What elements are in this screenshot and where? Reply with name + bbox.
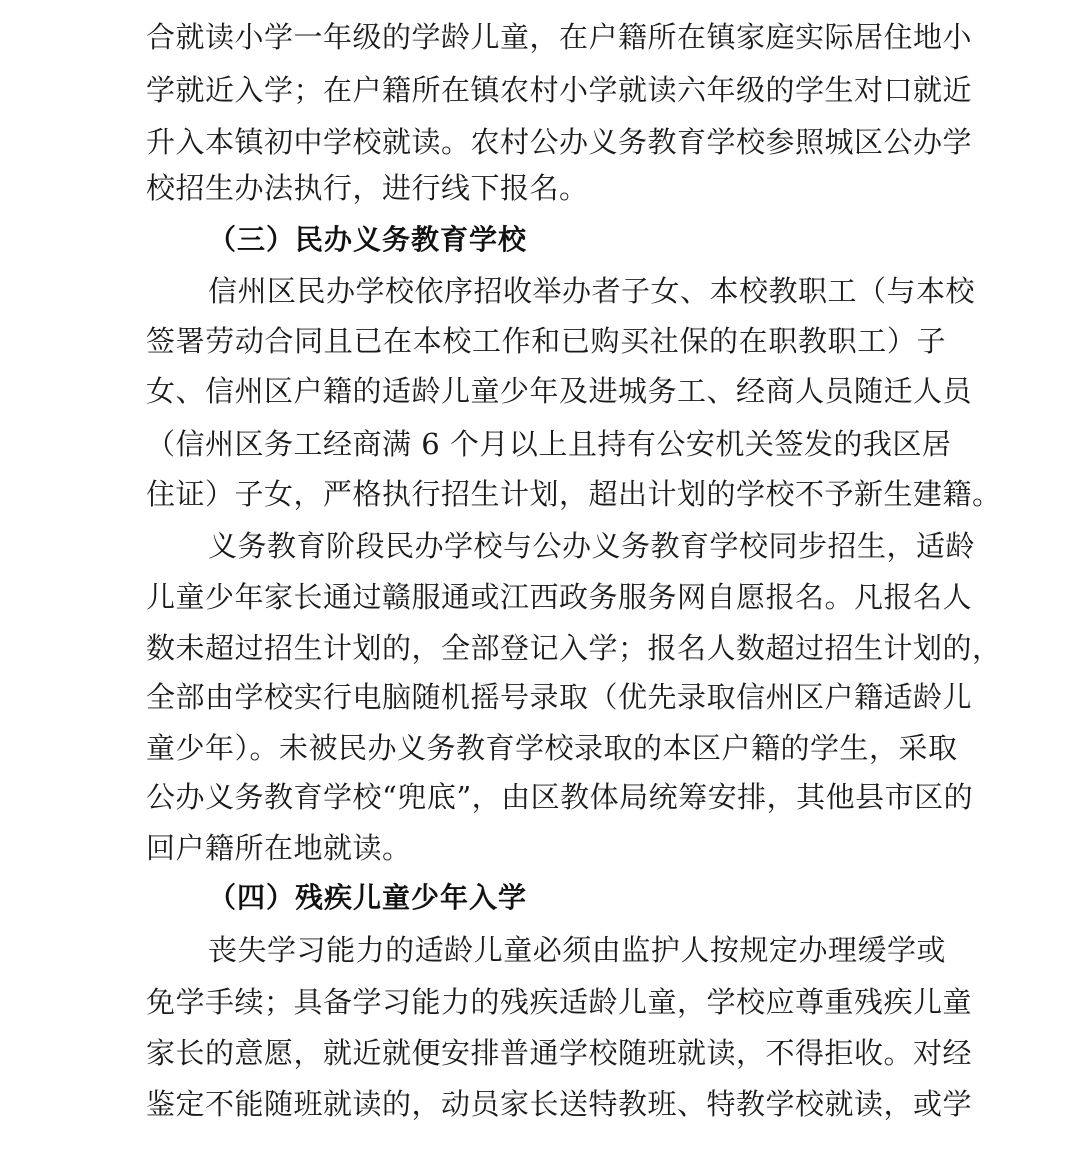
paragraph-2-line-4: （信州区务工经商满 6 个月以上且持有公安机关签发的我区居 xyxy=(146,427,952,461)
section-heading-4: （四）残疾儿童少年入学 xyxy=(208,881,528,914)
section-heading-3: （三）民办义务教育学校 xyxy=(208,223,528,256)
paragraph-2-line-1: 信州区民办学校依序招收举办者子女、本校教职工（与本校 xyxy=(208,274,976,308)
paragraph-2-line-2: 签署劳动合同且已在本校工作和已购买社保的在职教职工）子 xyxy=(146,324,946,358)
paragraph-3-line-1: 义务教育阶段民办学校与公办义务教育学校同步招生，适龄 xyxy=(208,529,976,563)
paragraph-4-line-2: 免学手续；具备学习能力的残疾适龄儿童，学校应尊重残疾儿童 xyxy=(146,985,973,1019)
paragraph-3-line-4: 全部由学校实行电脑随机摇号录取（优先录取信州区户籍适龄儿 xyxy=(146,680,973,714)
paragraph-3-line-6: 公办义务教育学校“兜底”，由区教体局统筹安排，其他县市区的 xyxy=(146,780,974,814)
paragraph-1-line-2: 学就近入学；在户籍所在镇农村小学就读六年级的学生对口就近 xyxy=(146,73,973,107)
paragraph-1-line-3: 升入本镇初中学校就读。农村公办义务教育学校参照城区公办学 xyxy=(146,125,973,159)
paragraph-3-line-5: 童少年）。未被民办义务教育学校录取的本区户籍的学生，采取 xyxy=(146,731,958,765)
paragraph-4-line-1: 丧失学习能力的适龄儿童必须由监护人按规定办理缓学或 xyxy=(208,933,946,967)
paragraph-1-line-4: 校招生办法执行，进行线下报名。 xyxy=(146,171,589,205)
paragraph-3-line-3: 数未超过招生计划的，全部登记入学；报名人数超过招生计划的， xyxy=(146,631,1002,665)
paragraph-4-line-4: 鉴定不能随班就读的，动员家长送特教班、特教学校就读，或学 xyxy=(146,1087,973,1121)
paragraph-1-line-1: 合就读小学一年级的学龄儿童，在户籍所在镇家庭实际居住地小 xyxy=(146,20,973,54)
paragraph-2-line-3: 女、信州区户籍的适龄儿童少年及进城务工、经商人员随迁人员 xyxy=(146,374,973,408)
paragraph-2-line-5: 住证）子女，严格执行招生计划，超出计划的学校不予新生建籍。 xyxy=(146,477,1002,511)
paragraph-3-line-2: 儿童少年家长通过赣服通或江西政务服务网自愿报名。凡报名人 xyxy=(146,580,973,614)
paragraph-3-line-7: 回户籍所在地就读。 xyxy=(146,831,412,865)
paragraph-4-line-3: 家长的意愿，就近就便安排普通学校随班就读，不得拒收。对经 xyxy=(146,1036,973,1070)
